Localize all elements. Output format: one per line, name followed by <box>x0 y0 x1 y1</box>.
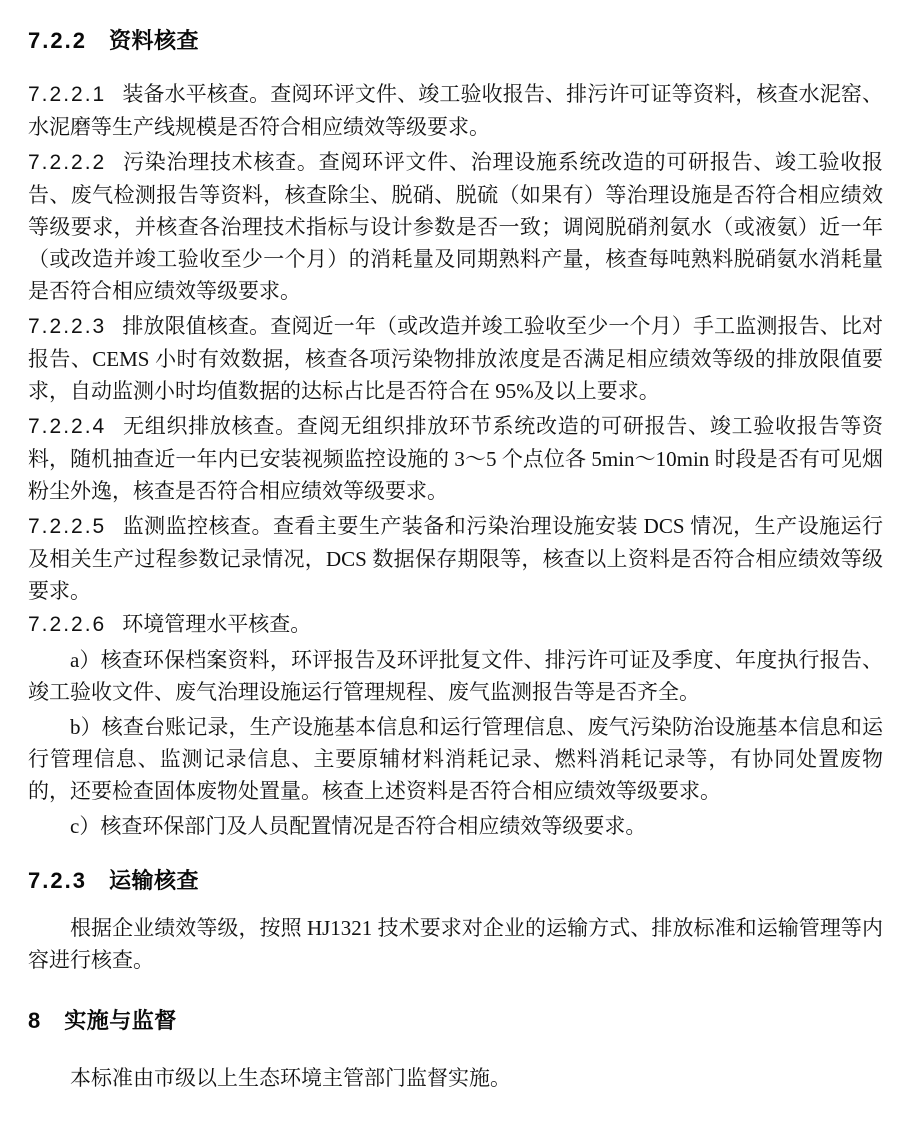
clause-number: 7.2.2.6 <box>28 613 107 636</box>
list-item-c <box>28 810 883 842</box>
section-heading-7-2-3 <box>28 866 883 896</box>
clause-7-2-2-5 <box>28 510 883 607</box>
clause-text: 排放限值核查。查阅近一年（或改造并竣工验收至少一个月）手工监测报告、比对报告、CEMS 小时有效数据，核查各项污染物排放浓度是否满足相应绩效等级的排放限值要求，自动监测小时均值数据的达标占比是否符合在 95%及以上要求。 <box>28 314 883 403</box>
clause-7-2-2-2 <box>28 146 883 307</box>
heading-number: 8 <box>28 1008 43 1033</box>
clause-text: 环境管理水平核查。 <box>122 612 312 636</box>
list-item-label: b） <box>70 715 102 739</box>
list-item-label: a） <box>70 648 101 672</box>
clause-text: 污染治理技术核查。查阅环评文件、治理设施系统改造的可研报告、竣工验收报告、废气检测报告等资料，核查除尘、脱硝、脱硫（如果有）等治理设施是否符合相应绩效等级要求，并核查各治理技术指标与设计参数是否一致；调阅脱硝剂氨水（或液氨）近一年（或改造并竣工验收至少一个月）的消耗量及同期熟料产量，核查每吨熟料脱硝氨水消耗量是否符合相应绩效等级要求。 <box>28 150 883 303</box>
list-item-a <box>28 644 883 708</box>
heading-title: 资料核查 <box>108 28 199 53</box>
list-item-text: 核查台账记录，生产设施基本信息和运行管理信息、废气污染防治设施基本信息和运行管理信息、监测记录信息、主要原辅材料消耗记录、燃料消耗记录等，有协同处置废物的，还要检查固体废物处置量。核查上述资料是否符合相应绩效等级要求。 <box>28 715 884 803</box>
clause-text: 装备水平核查。查阅环评文件、竣工验收报告、排污许可证等资料，核查水泥窑、水泥磨等生产线规模是否符合相应绩效等级要求。 <box>28 82 883 139</box>
clause-number: 7.2.2.2 <box>28 151 107 174</box>
clause-text: 监测监控核查。查看主要生产装备和污染治理设施安装 DCS 情况，生产设施运行及相关生产过程参数记录情况，DCS 数据保存期限等，核查以上资料是否符合相应绩效等级要求。 <box>28 514 883 603</box>
clause-7-2-2-6 <box>28 608 883 641</box>
paragraph-text: 根据企业绩效等级，按照 HJ1321 技术要求对企业的运输方式、排放标准和运输管理等内容进行核查。 <box>28 916 883 972</box>
heading-number: 7.2.3 <box>28 868 87 893</box>
clause-7-2-2-3 <box>28 310 883 407</box>
section-heading-8 <box>28 1006 883 1036</box>
paragraph-text: 本标准由市级以上生态环境主管部门监督实施。 <box>70 1066 511 1090</box>
heading-number: 7.2.2 <box>28 28 87 53</box>
list-item-label: c） <box>70 814 101 838</box>
clause-number: 7.2.2.4 <box>28 415 107 438</box>
clause-number: 7.2.2.5 <box>28 515 107 538</box>
heading-title: 运输核查 <box>108 868 199 893</box>
heading-title: 实施与监督 <box>64 1008 177 1033</box>
clause-number: 7.2.2.3 <box>28 315 107 338</box>
section-heading-7-2-2 <box>28 26 883 56</box>
clause-number: 7.2.2.1 <box>28 83 107 106</box>
list-item-text: 核查环保部门及人员配置情况是否符合相应绩效等级要求。 <box>100 814 647 838</box>
list-item-b <box>28 711 883 807</box>
clause-7-2-2-4 <box>28 410 883 507</box>
paragraph-7-2-3 <box>28 912 883 976</box>
clause-text: 无组织排放核查。查阅无组织排放环节系统改造的可研报告、竣工验收报告等资料，随机抽查近一年内已安装视频监控设施的 3～5 个点位各 5min～10min 时段是否有可见烟粉尘外逸，核查是否符合相应绩效等级要求。 <box>28 414 883 503</box>
paragraph-8 <box>28 1062 883 1094</box>
list-item-text: 核查环保档案资料，环评报告及环评批复文件、排污许可证及季度、年度执行报告、竣工验收文件、废气治理设施运行管理规程、废气监测报告等是否齐全。 <box>28 648 883 704</box>
clause-7-2-2-1 <box>28 78 883 143</box>
